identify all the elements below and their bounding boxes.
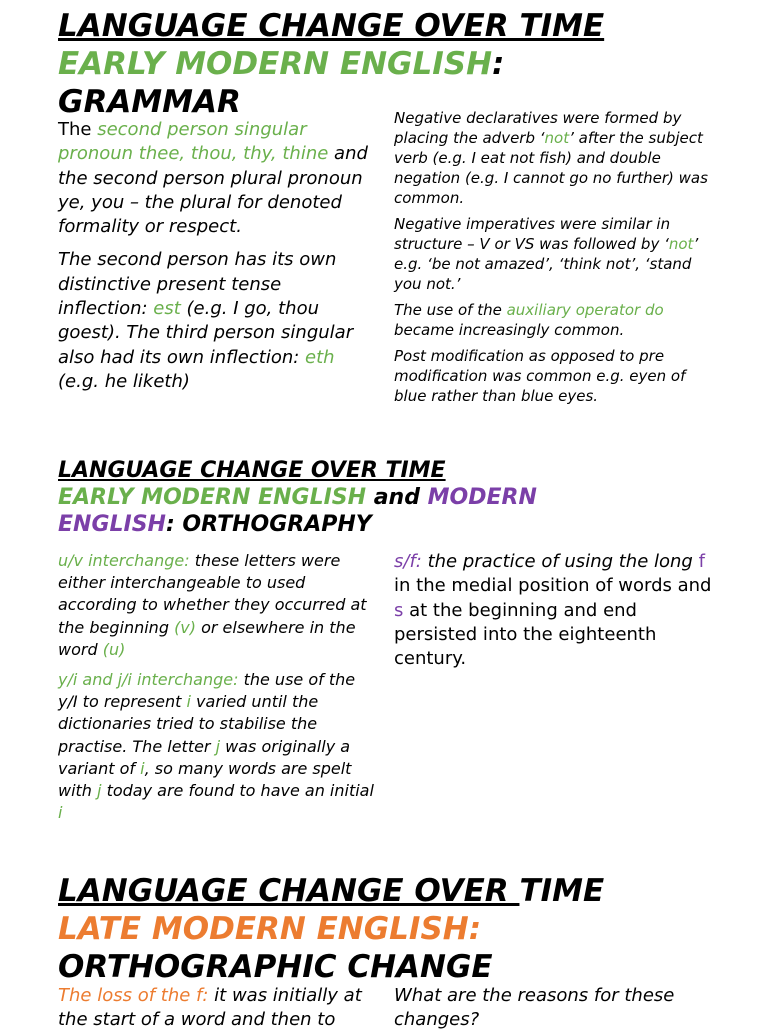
- highlight: i: [186, 692, 191, 712]
- section1-era: EARLY MODERN ENGLISH: [58, 46, 493, 82]
- highlight: u/v interchange:: [58, 551, 190, 570]
- text: the practice of using the long: [421, 551, 699, 572]
- reasons-question: What are the reasons for these changes?: [394, 985, 675, 1031]
- highlight: est: [153, 298, 181, 320]
- text: it was initially at the start of a word and then to: [58, 985, 362, 1031]
- highlight: j: [97, 781, 102, 801]
- uv-paragraph: [58, 550, 376, 661]
- section2-era-modern: MODERN: [427, 485, 537, 510]
- text: (e.g. he liketh): [58, 370, 190, 392]
- text: Negative imperatives were similar in structure – V or VS was followed by ‘: [394, 215, 671, 253]
- highlight: s: [394, 599, 404, 621]
- section3-topic: ORTHOGRAPHIC CHANGE: [58, 949, 493, 985]
- text: Negative declaratives were formed by placing the adverb ‘: [394, 109, 682, 147]
- text: TIME: [519, 873, 605, 909]
- text: today are found to have an initial: [101, 781, 374, 801]
- highlight: y/i and j/i interchange:: [58, 670, 239, 690]
- highlight: second person singular pronoun thee, thou, thy, thine: [58, 119, 329, 165]
- highlight: (u): [102, 639, 126, 659]
- loss-of-f-paragraph: [58, 984, 376, 1033]
- highlight: i: [140, 758, 145, 778]
- post-modification-paragraph: Post modification as opposed to pre modification was common e.g. eyen of blue rather than blue eyes.: [394, 347, 686, 405]
- inflection-paragraph: [58, 248, 368, 394]
- highlight: (v): [174, 617, 197, 637]
- section2-title: LANGUAGE CHANGE OVER TIME: [58, 458, 446, 483]
- text: was originally a variant of: [58, 736, 351, 778]
- text: The use of the: [394, 301, 507, 319]
- yi-ji-paragraph: [58, 669, 376, 824]
- text: The: [58, 119, 98, 140]
- text: the use of the y/I to represent: [58, 670, 356, 712]
- negative-imperatives-paragraph: [394, 214, 714, 294]
- text: (e.g. I go, thou goest). The third person singular also had its own inflection:: [58, 298, 354, 368]
- highlight: auxiliary operator do: [506, 301, 664, 319]
- text: these letters were either interchangeable to used according to whether they occurred at the beginning: [58, 551, 367, 637]
- section1-topic: GRAMMAR: [58, 84, 241, 120]
- section2-right-column: [394, 550, 712, 671]
- highlight: f: [698, 551, 705, 572]
- text: in the medial position of words and: [394, 575, 712, 597]
- section2-topic: [58, 511, 372, 538]
- section3-era: LATE MODERN ENGLISH:: [58, 911, 482, 947]
- long-s-paragraph: [394, 550, 712, 671]
- highlight: not: [544, 129, 570, 147]
- section2-era-early: EARLY MODERN ENGLISH: [58, 485, 367, 510]
- text: and: [366, 485, 428, 510]
- highlight: s/f:: [394, 551, 422, 572]
- text: became increasingly common.: [394, 321, 625, 339]
- section2-subtitle: [58, 484, 537, 511]
- negative-declaratives-paragraph: [394, 108, 714, 208]
- pronoun-paragraph: [58, 118, 368, 239]
- section1-title: LANGUAGE CHANGE OVER TIME: [58, 8, 605, 44]
- text: ’ after the subject verb (e.g. I eat not fish) and double negation (e.g. I cannot go no further) was common.: [394, 129, 708, 207]
- text: : ORTHOGRAPHY: [165, 512, 372, 537]
- section2-era-modern: ENGLISH: [58, 512, 166, 537]
- section1-colon: :: [492, 46, 505, 82]
- text: or elsewhere in the word: [58, 617, 356, 659]
- section3-title: [58, 873, 604, 909]
- highlight: i: [58, 803, 63, 823]
- text: , so many words are spelt with: [58, 758, 352, 801]
- highlight: The loss of the f:: [58, 985, 209, 1006]
- highlight: j: [215, 736, 221, 756]
- section3-left-column: [58, 984, 376, 1033]
- section3-right-column: [394, 984, 712, 1033]
- highlight: eth: [305, 346, 335, 368]
- highlight: not: [668, 235, 694, 253]
- auxiliary-paragraph: [394, 300, 714, 340]
- section1-right-column: [394, 108, 714, 406]
- text: The second person has its own distinctive present tense inflection:: [58, 249, 337, 320]
- text: and the second person plural pronoun ye, you – the plural for denoted formality or respect.: [58, 143, 368, 238]
- text: LANGUAGE CHANGE OVER: [58, 873, 520, 909]
- text: at the beginning and end persisted into the eighteenth century.: [394, 599, 657, 670]
- text: varied until the dictionaries tried to stabilise the practise. The letter: [58, 692, 319, 756]
- section1-left-column: [58, 118, 368, 394]
- section2-left-column: [58, 550, 376, 824]
- section1-subtitle: [58, 46, 504, 82]
- text: ’ e.g. ‘be not amazed’, ‘think not’, ‘stand you not.’: [394, 235, 699, 293]
